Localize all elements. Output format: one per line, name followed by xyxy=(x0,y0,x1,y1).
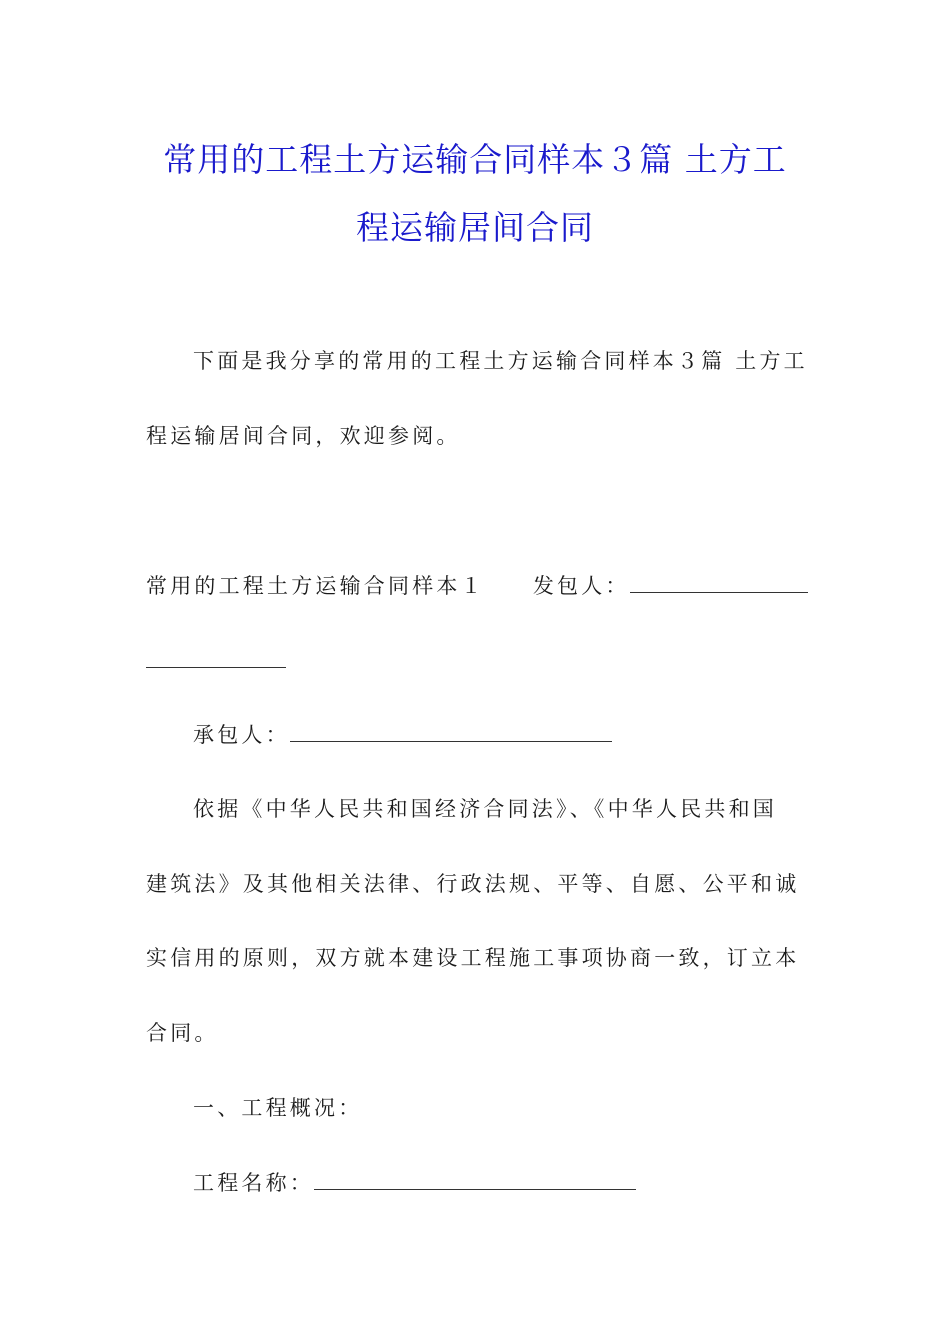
basis-line-4: 合同。 xyxy=(146,1021,219,1045)
basis-line-2: 建筑法》及其他相关法律、行政法规、平等、自愿、公平和诚 xyxy=(146,872,800,896)
basis-line-3: 实信用的原则，双方就本建设工程施工事项协商一致，订立本 xyxy=(146,946,800,970)
section1-heading: 一、工程概况： xyxy=(193,1096,363,1120)
document-title-line-2: 程运输居间合同 xyxy=(356,208,594,247)
intro-line-2: 程运输居间合同，欢迎参阅。 xyxy=(146,424,461,448)
contractor-label: 承包人： xyxy=(193,723,290,747)
contractor-row xyxy=(193,719,612,750)
basis-line-1: 依据《中华人民共和国经济合同法》、《中华人民共和国 xyxy=(193,797,777,821)
employer-blank-continued xyxy=(146,645,286,668)
document-title-line-1: 常用的工程土方运输合同样本３篇 土方工 xyxy=(163,140,787,179)
contractor-blank xyxy=(290,719,612,742)
intro-line-1: 下面是我分享的常用的工程土方运输合同样本３篇 土方工 xyxy=(193,349,808,373)
project-name-blank xyxy=(314,1167,636,1190)
project-name-row xyxy=(193,1167,636,1198)
sample1-heading: 常用的工程土方运输合同样本１ xyxy=(146,574,485,598)
sample1-heading-row xyxy=(146,570,808,601)
employer-label: 发包人： xyxy=(532,574,630,598)
employer-blank-continued-row xyxy=(146,645,286,676)
project-name-label: 工程名称： xyxy=(193,1171,314,1195)
employer-blank xyxy=(630,570,808,593)
